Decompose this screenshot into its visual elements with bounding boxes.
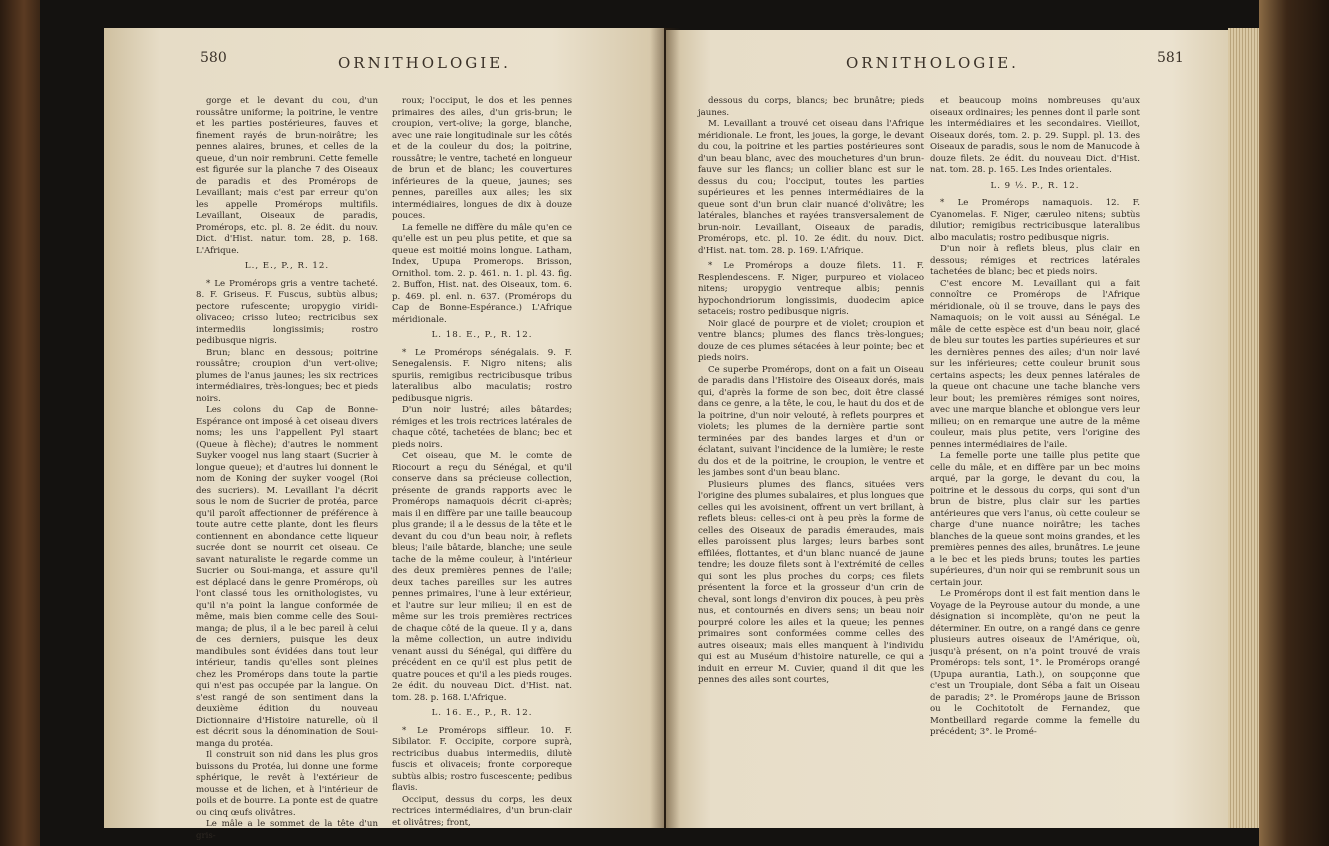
paragraph: gorge et le devant du cou, d'un roussâtre uniforme; la poitrine, le ventre et les parties postérieures, fauves et finement rayés de brun-noirâtre; les pennes alaires, brunes, et celles de la queue, d'un noir rembruni. Cette femelle est figurée sur la planche 7 des Oiseaux de paradis et des Promérops de Levaillant; mais c'est par erreur qu'on les appelle Promérops multifils. Levaillant, Oiseaux de paradis, Promérops, etc. pl. 8. 2e édit. du nouv. Dict. d'Hist. natur. tom. 28, p. 168. L'Afrique. (196, 96, 378, 256)
folio-right: 581 (1157, 50, 1184, 66)
paragraph: Le Promérops dont il est fait mention dans le Voyage de la Peyrouse autour du monde, a une désignation si incomplète, qu'on ne peut la déterminer. En outre, on a rangé dans ce genre plusieurs autres oiseaux de l'Amérique, où, jusqu'à présent, on n'a point trouvé de vrais Promérops: tels sont, 1°. le Promérops orangé (Upupa aurantia, Lath.), on soupçonne que c'est un Troupiale, dont Séba a fait un Oiseau de paradis; 2°. le Promérops jaune de Brisson ou le Cochitotolt de Fernandez, que Montbeillard regarde comme la femelle du précédent; 3°. le Promé- (930, 589, 1140, 737)
paragraph: et beaucoup moins nombreuses qu'aux oiseaux ordinaires; les pennes dont il parle sont les intermédiaires et les secondaires. Vieillot, Oiseaux dorés, tom. 2. p. 29. Suppl. pl. 13. des Oiseaux de paradis, sous le nom de Manucode à douze filets. 2e édit. du nouveau Dict. d'Hist. nat. tom. 28. p. 165. Les Indes orientales. (930, 96, 1140, 175)
paragraph: Plusieurs plumes des flancs, situées vers l'origine des plumes subalaires, et plus longues que celles qui les avoisinent, offrent un vert brillant, à reflets bleus: celles-ci ont à peu près la forme de celles des Oiseaux de paradis émeraudes, mais elles paroissent plus larges; leurs barbes sont effilées, flottantes, et d'un blanc nuancé de jaune tendre; les douze filets sont à l'extrémité de celles qui sont les plus proches du corps; ces filets présentent la force et la grosseur d'un crin de cheval, sont longs d'environ dix pouces, à peu près nus, et contournés en divers sens; un beau noir pourpré colore les ailes et la queue; les pennes primaires sont conformées comme celles des autres oiseaux; mais elles manquent à l'individu qui est au Muséum d'histoire naturelle, ce qui a induit en erreur M. Cuvier, quand il dit que les pennes des ailes sont courtes, (698, 479, 924, 685)
paragraph: dessous du corps, blancs; bec brunâtre; pieds jaunes. (698, 96, 924, 118)
paragraph: Brun; blanc en dessous; poitrine roussâtre; croupion d'un vert-olive; plumes de l'anus jaunes; les six rectrices intermédiaires, très-longues; bec et pieds noirs. (196, 347, 378, 404)
running-head-left: ORNITHOLOGIE. (338, 54, 511, 72)
book-cover-right (1259, 0, 1329, 846)
measurement-line: L. 18. E., P., R. 12. (431, 330, 533, 340)
paragraph: C'est encore M. Levaillant qui a fait connoître ce Promérops de l'Afrique méridionale, où il se trouve, dans le pays des Namaquois; on le voit aussi au Sénégal. Le mâle de cette espèce est d'un beau noir, glacé de bleu sur toutes les parties supérieures et sur les dernières pennes des ailes; d'un noir lavé sur les inférieures; cette couleur brunit sous certains aspects; les deux pennes latérales de la queue ont chacune une tache blanche vers leur bout; les premières rémiges sont noires, avec une marque blanche et oblongue vers leur milieu; on en remarque une autre de la même couleur, mais plus petite, vers l'origine des pennes intermédiaires de l'aile. (930, 278, 1140, 450)
column-1 (196, 96, 378, 842)
species-heading: * Le Promérops siffleur. 10. F. Sibilator. F. Occipite, corpore suprà, rectricibus duabus intermediis, dilutè fuscis et olivaceis; fronte corporeque subtùs albis; rostro fuscescente; pedibus flavis. (392, 725, 572, 793)
paragraph: Noir glacé de pourpre et de violet; croupion et ventre blancs; plumes des flancs très-longues; douze de ces plumes sétacées à leur pointe; bec et pieds noirs. (698, 318, 924, 363)
column-2 (392, 96, 572, 829)
measurement-line: L. 9 ½. P., R. 12. (990, 180, 1080, 191)
species-heading: * Le Promérops sénégalais. 9. F. Senegalensis. F. Nigro nitens; alis spuriis, remigibus rectricibusque tribus lateralibus albo maculatis; rostro pedibusque nigris. (392, 347, 572, 404)
running-head-right: ORNITHOLOGIE. (846, 54, 1019, 72)
paragraph: La femelle porte une taille plus petite que celle du mâle, et en diffère par un bec moins arqué, par la gorge, le devant du cou, la poitrine et le dessous du corps, qui sont d'un brun de bistre, plus clair sur les parties antérieures que vers l'anus, où cette couleur se charge d'une nuance noirâtre; les taches blanches de la queue sont moins grandes, et les premières pennes des ailes, brunâtres. Le jeune a le bec et les pieds bruns; toutes les parties supérieures, d'un noir qui se rembrunit sous un certain jour. (930, 451, 1140, 588)
paragraph: D'un noir à reflets bleus, plus clair en dessous; rémiges et rectrices latérales tachetées de blanc; bec et pieds noirs. (930, 244, 1140, 277)
paragraph: Les colons du Cap de Bonne-Espérance ont imposé à cet oiseau divers noms; les uns l'appellent Pyl staart (Queue à flèche); d'autres le nomment Suyker voogel nus lang staart (Sucrier à longue queue); et d'autres lui donnent le nom de Koning der suyker voogel (Roi des sucriers). M. Levaillant l'a décrit sous le nom de Sucrier de protéa, parce qu'il paroît affectionner de préférence à toute autre cette plante, dont les fleurs contiennent en abondance cette liqueur sucrée dont se nourrit cet oiseau. Ce savant naturaliste le regarde comme un Sucrier ou Soui-manga, et assure qu'il est déplacé dans le genre Promérops, où l'ont classé tous les ornithologistes, vu qu'il n'a point la langue conformée de même, mais bien comme celle des Soui-manga; de plus, il a le bec pareil à celui de ces derniers, puisque les deux mandibules sont évidées dans tout leur intérieur, tandis qu'elles sont pleines chez les Promérops dans toute la partie qui n'est pas occupée par la langue. On s'est rangé de son sentiment dans la deuxième édition du nouveau Dictionnaire d'Histoire naturelle, où il est décrit sous la dénomination de Soui-manga du protéa. (196, 405, 378, 749)
paragraph: La femelle ne diffère du mâle qu'en ce qu'elle est un peu plus petite, et que sa queue est moitié moins longue. Latham, Index, Upupa Promerops. Brisson, Ornithol. tom. 2. p. 461. n. 1. pl. 43. fig. 2. Buffon, Hist. nat. des Oiseaux, tom. 6. p. 469. pl. enl. n. 637. (Promérops du Cap de Bonne-Espérance.) L'Afrique méridionale. (392, 222, 572, 325)
paragraph: M. Levaillant a trouvé cet oiseau dans l'Afrique méridionale. Le front, les joues, la gorge, le devant du cou, la poitrine et les parties postérieures sont d'un beau blanc, avec des mouchetures d'un brun-fauve sur les flancs; un collier blanc est sur le dessus du cou; l'occiput, toutes les parties supérieures et les pennes intermédiaires de la queue sont d'un brun clair nuancé d'olivâtre; les latérales, blanches et rayées transversalement de brun-noir. Levaillant, Oiseaux de paradis, Promérops, etc. pl. 10. 2e édit. du nouv. Dict. d'Hist. nat. tom. 28. p. 169. L'Afrique. (698, 119, 924, 256)
book-gutter (650, 28, 680, 828)
left-page (104, 28, 664, 828)
paragraph: Cet oiseau, que M. le comte de Riocourt a reçu du Sénégal, et qu'il conserve dans sa précieuse collection, présente de grands rapports avec le Promérops namaquois décrit ci-après; mais il en diffère par une taille beaucoup plus grande; il a le dessus de la tête et le devant du cou d'un beau noir, à reflets bleus; l'aile bâtarde, blanche; une seule tache de la même couleur, à l'intérieur des deux premières pennes de l'aile; deux taches pareilles sur les autres pennes primaires, l'une à leur extérieur, et l'autre sur leur milieu; il en est de même sur les trois premières rectrices de chaque côté de la queue. Il y a, dans la même collection, un autre individu venant aussi du Sénégal, qui diffère du précédent en ce qu'il est plus petit de quatre pouces et qu'il a les pieds rouges. 2e édit. du nouveau Dict. d'Hist. nat. tom. 28. p. 168. L'Afrique. (392, 451, 572, 703)
book-cover-left (0, 0, 40, 846)
species-heading: * Le Promérops namaquois. 12. F. Cyanomelas. F. Niger, cæruleo nitens; subtùs dilutior; remigibus rectricibusque lateralibus albo maculatis; rostro pedibusque nigris. (930, 198, 1140, 243)
column-3 (698, 96, 924, 687)
column-4 (930, 96, 1140, 739)
species-heading: * Le Promérops a douze filets. 11. F. Resplendescens. F. Niger, purpureo et violaceo nitens; uropygio ventreque albis; pennis hypochondriorum longissimis, duodecim apice setaceis; rostro pedibusque nigris. (698, 261, 924, 317)
paragraph: Il construit son nid dans les plus gros buissons du Protéa, lui donne une forme sphérique, le revêt à l'extérieur de mousse et de lichen, et à l'intérieur de poils et de bourre. La ponte est de quatre ou cinq œufs olivâtres. (196, 750, 378, 818)
paragraph: D'un noir lustré; ailes bâtardes; rémiges et les trois rectrices latérales de chaque côté, tachetées de blanc; bec et pieds noirs. (392, 405, 572, 450)
species-heading: * Le Promérops gris a ventre tacheté. 8. F. Griseus. F. Fuscus, subtùs albus; pectore rufescente; uropygio viridi-olivaceo; crisso luteo; rectricibus sex intermediis longissimis; rostro pedibusque nigris. (196, 278, 378, 346)
paragraph: Occiput, dessus du corps, les deux rectrices intermédiaires, d'un brun-clair et olivâtres; front, (392, 794, 572, 828)
paragraph: Ce superbe Promérops, dont on a fait un Oiseau de paradis dans l'Histoire des Oiseaux dorés, mais qui, d'après la forme de son bec, doit être classé dans ce genre, a la tête, le cou, le haut du dos et de la poitrine, d'un noir velouté, à reflets pourpres et violets; les plumes de la dernière partie sont terminées par des bandes larges et d'un or éclatant, suivant l'incidence de la lumière; le reste du dos et de la poitrine, le croupion, le ventre et les jambes sont d'un beau blanc. (698, 364, 924, 478)
measurement-line: L. 16. E., P., R. 12. (431, 708, 533, 718)
paragraph: Le mâle a le sommet de la tête d'un gris- (196, 819, 378, 841)
paragraph: roux; l'occiput, le dos et les pennes primaires des ailes, d'un gris-brun; le croupion, vert-olive; la gorge, blanche, avec une raie longitudinale sur les côtés et de la couleur du dos; la poitrine, roussâtre; le ventre, tacheté en longueur de brun et de blanc; les couvertures inférieures de la queue, jaunes; ses pennes, pareilles aux ailes; les six intermédiaires, longues de dix à douze pouces. (392, 96, 572, 221)
measurement-line: L., E., P., R. 12. (244, 261, 330, 271)
folio-left: 580 (200, 50, 227, 66)
